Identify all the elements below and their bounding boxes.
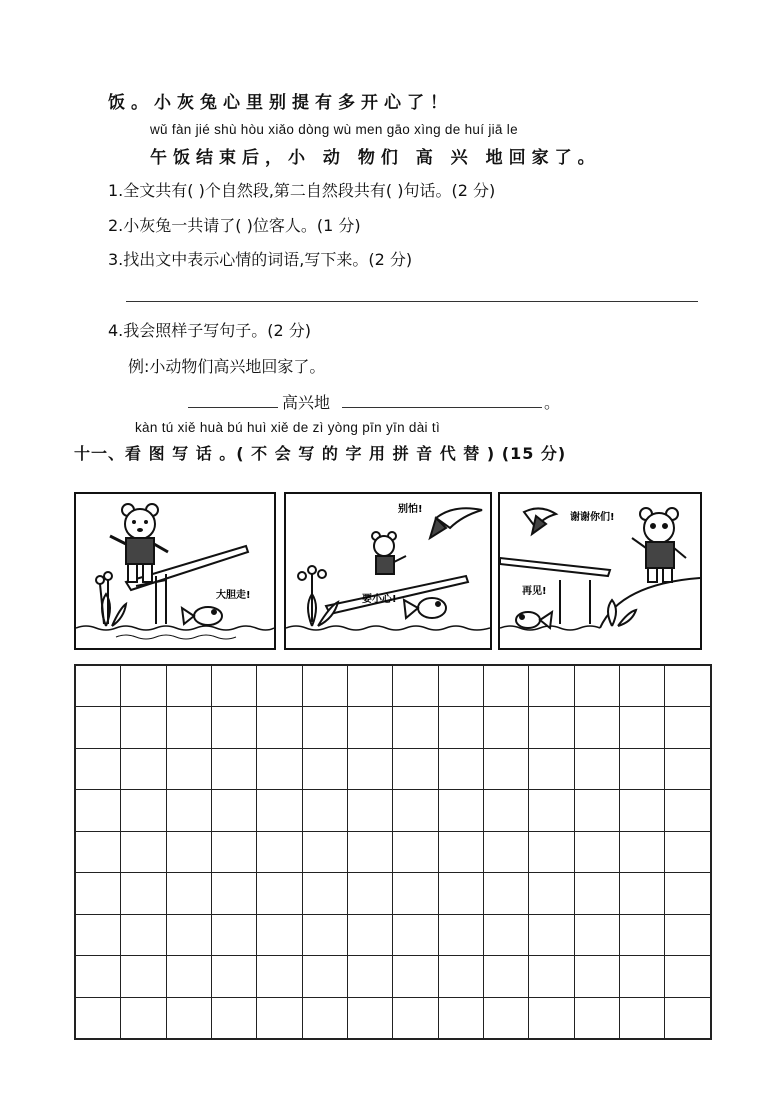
grid-cell[interactable]: [166, 707, 211, 748]
story-line-1: 饭。小灰兔心里别提有多开心了！: [108, 93, 453, 113]
section-11-pinyin: kàn tú xiě huà bú huì xiě de zì yòng pīn yīn dài tì: [135, 420, 440, 435]
writing-grid[interactable]: [74, 664, 712, 1040]
grid-cell[interactable]: [76, 748, 121, 789]
grid-cell[interactable]: [302, 873, 347, 914]
grid-cell[interactable]: [121, 956, 166, 997]
grid-row: [76, 831, 711, 872]
grid-cell[interactable]: [302, 790, 347, 831]
grid-cell[interactable]: [574, 831, 619, 872]
grid-cell[interactable]: [212, 790, 257, 831]
grid-row: [76, 956, 711, 997]
grid-cell[interactable]: [166, 997, 211, 1039]
grid-cell[interactable]: [393, 873, 438, 914]
grid-cell[interactable]: [438, 831, 483, 872]
grid-cell[interactable]: [529, 748, 574, 789]
grid-cell[interactable]: [348, 997, 393, 1039]
grid-row: [76, 873, 711, 914]
grid-cell[interactable]: [484, 956, 529, 997]
grid-cell[interactable]: [484, 914, 529, 955]
grid-cell[interactable]: [76, 873, 121, 914]
grid-cell[interactable]: [665, 748, 711, 789]
grid-cell[interactable]: [393, 997, 438, 1039]
grid-cell[interactable]: [348, 956, 393, 997]
grid-cell[interactable]: [348, 748, 393, 789]
grid-cell[interactable]: [257, 956, 302, 997]
grid-cell[interactable]: [257, 707, 302, 748]
grid-cell[interactable]: [257, 997, 302, 1039]
grid-cell[interactable]: [665, 956, 711, 997]
grid-cell[interactable]: [121, 666, 166, 707]
grid-cell[interactable]: [348, 914, 393, 955]
grid-cell[interactable]: [484, 873, 529, 914]
grid-cell[interactable]: [484, 666, 529, 707]
picture-panel-2: [284, 492, 492, 650]
bird-and-fish-helping-illustration: [286, 494, 490, 648]
grid-cell[interactable]: [121, 790, 166, 831]
grid-cell[interactable]: [212, 914, 257, 955]
panel3-speech-fish: 再见!: [522, 586, 547, 597]
grid-cell[interactable]: [438, 666, 483, 707]
grid-cell[interactable]: [438, 873, 483, 914]
example-sentence: 例:小动物们高兴地回家了。: [128, 357, 326, 376]
picture-panel-3: [498, 492, 702, 650]
grid-cell[interactable]: [620, 873, 665, 914]
grid-cell[interactable]: [302, 956, 347, 997]
grid-cell[interactable]: [574, 666, 619, 707]
story-line-2: 午饭结束后，小 动 物们 高 兴 地回家了。: [150, 148, 601, 168]
writing-grid-table[interactable]: [75, 665, 711, 1039]
answer-blank-before[interactable]: [188, 407, 278, 408]
grid-cell[interactable]: [529, 707, 574, 748]
grid-cell[interactable]: [212, 956, 257, 997]
question-1: 1.全文共有( )个自然段,第二自然段共有( )句话。(2 分): [108, 181, 496, 200]
grid-cell[interactable]: [76, 997, 121, 1039]
grid-cell[interactable]: [166, 873, 211, 914]
answer-line-q3[interactable]: [126, 301, 698, 302]
question-3: 3.找出文中表示心情的词语,写下来。(2 分): [108, 250, 413, 269]
grid-cell[interactable]: [212, 997, 257, 1039]
grid-cell[interactable]: [393, 666, 438, 707]
grid-row: [76, 748, 711, 789]
grid-cell[interactable]: [484, 997, 529, 1039]
grid-cell[interactable]: [438, 956, 483, 997]
grid-cell[interactable]: [348, 707, 393, 748]
grid-cell[interactable]: [257, 790, 302, 831]
grid-cell[interactable]: [529, 790, 574, 831]
grid-cell[interactable]: [76, 790, 121, 831]
grid-cell[interactable]: [484, 707, 529, 748]
grid-cell[interactable]: [574, 873, 619, 914]
picture-panel-1: [74, 492, 276, 650]
grid-cell[interactable]: [665, 707, 711, 748]
grid-cell[interactable]: [348, 666, 393, 707]
grid-cell[interactable]: [484, 790, 529, 831]
fish: [182, 607, 222, 625]
grid-cell[interactable]: [302, 914, 347, 955]
grid-cell[interactable]: [348, 831, 393, 872]
grid-cell[interactable]: [76, 831, 121, 872]
grid-cell[interactable]: [393, 914, 438, 955]
grid-cell[interactable]: [484, 748, 529, 789]
grid-cell[interactable]: [257, 748, 302, 789]
grid-cell[interactable]: [257, 666, 302, 707]
fill-end-mark: 。: [544, 393, 561, 412]
grid-cell[interactable]: [121, 707, 166, 748]
grid-cell[interactable]: [529, 956, 574, 997]
grid-cell[interactable]: [529, 914, 574, 955]
grid-cell[interactable]: [620, 790, 665, 831]
grid-cell[interactable]: [212, 873, 257, 914]
grid-cell[interactable]: [166, 748, 211, 789]
bear-thanking-friends-illustration: [500, 494, 700, 648]
grid-cell[interactable]: [212, 707, 257, 748]
bear-crossing-bridge-illustration: [76, 494, 274, 648]
story-pinyin-2: wǔ fàn jié shù hòu xiǎo dòng wù men gāo xìng de huí jiā le: [150, 122, 518, 137]
grid-cell[interactable]: [620, 666, 665, 707]
grid-cell[interactable]: [620, 956, 665, 997]
grid-cell[interactable]: [166, 956, 211, 997]
grid-cell[interactable]: [620, 914, 665, 955]
grid-cell[interactable]: [529, 997, 574, 1039]
grid-cell[interactable]: [302, 666, 347, 707]
grid-row: [76, 790, 711, 831]
grid-cell[interactable]: [393, 707, 438, 748]
grid-cell[interactable]: [665, 790, 711, 831]
grid-cell[interactable]: [257, 873, 302, 914]
grid-cell[interactable]: [212, 748, 257, 789]
grid-cell[interactable]: [574, 707, 619, 748]
grid-cell[interactable]: [665, 666, 711, 707]
grid-cell[interactable]: [121, 873, 166, 914]
grid-row: [76, 666, 711, 707]
grid-cell[interactable]: [166, 666, 211, 707]
grid-cell[interactable]: [438, 997, 483, 1039]
panel2-speech-bird: 别怕!: [398, 504, 423, 515]
panel3-speech-bird: 谢谢你们!: [570, 512, 615, 523]
grid-cell[interactable]: [665, 873, 711, 914]
grid-cell[interactable]: [438, 790, 483, 831]
grid-cell[interactable]: [166, 914, 211, 955]
question-2: 2.小灰兔一共请了( )位客人。(1 分): [108, 216, 361, 235]
bear: [110, 504, 168, 582]
grid-row: [76, 707, 711, 748]
grid-cell[interactable]: [574, 956, 619, 997]
question-4: 4.我会照样子写句子。(2 分): [108, 321, 312, 340]
grid-cell[interactable]: [529, 873, 574, 914]
grid-cell[interactable]: [574, 997, 619, 1039]
grid-cell[interactable]: [393, 831, 438, 872]
grid-cell[interactable]: [529, 666, 574, 707]
grid-cell[interactable]: [257, 831, 302, 872]
panel1-speech: 大胆走!: [216, 590, 251, 601]
grid-cell[interactable]: [438, 914, 483, 955]
grid-cell[interactable]: [484, 831, 529, 872]
grid-cell[interactable]: [620, 831, 665, 872]
fill-word: 高兴地: [282, 393, 331, 412]
grid-cell[interactable]: [121, 914, 166, 955]
grid-cell[interactable]: [76, 666, 121, 707]
grid-cell[interactable]: [438, 707, 483, 748]
grid-row: [76, 997, 711, 1039]
grid-cell[interactable]: [393, 790, 438, 831]
grid-cell[interactable]: [348, 873, 393, 914]
panel2-speech-fish: 要小心!: [362, 594, 397, 605]
grid-cell[interactable]: [257, 914, 302, 955]
grid-cell[interactable]: [393, 748, 438, 789]
grid-cell[interactable]: [574, 914, 619, 955]
grid-cell[interactable]: [121, 997, 166, 1039]
grid-row: [76, 914, 711, 955]
grid-cell[interactable]: [76, 707, 121, 748]
grid-cell[interactable]: [620, 707, 665, 748]
grid-cell[interactable]: [529, 831, 574, 872]
grid-cell[interactable]: [76, 956, 121, 997]
grid-cell[interactable]: [302, 831, 347, 872]
grid-cell[interactable]: [166, 790, 211, 831]
grid-cell[interactable]: [212, 831, 257, 872]
grid-cell[interactable]: [665, 831, 711, 872]
grid-cell[interactable]: [302, 997, 347, 1039]
grid-cell[interactable]: [620, 748, 665, 789]
grid-cell[interactable]: [121, 831, 166, 872]
section-11-title: 十一、看 图 写 话 。( 不 会 写 的 字 用 拼 音 代 替 ) (15 分): [74, 444, 567, 463]
answer-blank-after[interactable]: [342, 407, 542, 408]
grid-cell[interactable]: [348, 790, 393, 831]
grid-cell[interactable]: [665, 914, 711, 955]
grid-cell[interactable]: [393, 956, 438, 997]
grid-cell[interactable]: [574, 748, 619, 789]
grid-cell[interactable]: [76, 914, 121, 955]
grid-cell[interactable]: [302, 707, 347, 748]
grid-cell[interactable]: [302, 748, 347, 789]
grid-cell[interactable]: [665, 997, 711, 1039]
grid-cell[interactable]: [620, 997, 665, 1039]
grid-cell[interactable]: [438, 748, 483, 789]
grid-cell[interactable]: [121, 748, 166, 789]
bird: [430, 508, 482, 538]
grid-cell[interactable]: [212, 666, 257, 707]
grid-cell[interactable]: [574, 790, 619, 831]
grid-cell[interactable]: [166, 831, 211, 872]
